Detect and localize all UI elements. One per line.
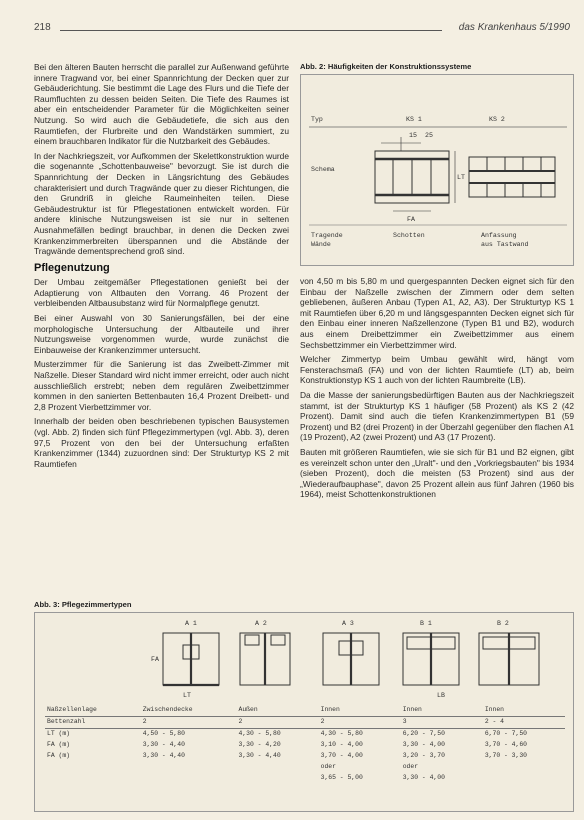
dim-b: 25 [425, 132, 433, 139]
plan-a2 [240, 633, 290, 685]
figure-2-frame [300, 74, 574, 266]
plan-a1 [163, 633, 219, 685]
plan-b2 [479, 633, 539, 685]
type-label: B 1 [420, 620, 432, 627]
label-schema: Schema [311, 166, 335, 173]
ks2-plan [469, 157, 555, 197]
table-cell: Naßzellenlage [45, 705, 141, 717]
left-column [34, 62, 289, 473]
journal-title: das Krankenhaus 5/1990 [458, 22, 570, 33]
plan-b1 [403, 633, 459, 685]
table-cell: FA (m) [47, 752, 71, 759]
paragraph: Bauten mit größeren Raumtiefen, wie sie sich für B1 und B2 eignen, gibt es vereinzelt schon unter den „Uralt"- und den „Vorkriegsbauten" bis 1934 (sieben Prozent), doch die meisten (53 Prozent) sind aus der „Wiederaufbauphase", davon 25 Prozent allein aus fünf Jahren (1960 bis 1964), meist Schottenkonstruktionen [300, 446, 574, 500]
table-row [45, 762, 565, 773]
label-schotten: Schotten [393, 232, 425, 239]
table-cell: 3,70 - 3,30 [484, 752, 528, 759]
label-waende: Wände [311, 241, 331, 248]
table-cell: 3,70 - 4,60 [484, 741, 528, 748]
paragraph: Der Umbau zeitgemäßer Pflegestationen genießt bei der Adaptierung von Altbauten den Vorrang. 46 Prozent der verbleibenden Altbausubstanz wird für Normalpflege genutzt. [34, 277, 289, 309]
table-cell: 2 [141, 717, 237, 729]
table-cell: 4,50 - 5,80 [142, 730, 185, 737]
table-cell: Bettenzahl [45, 717, 141, 729]
table-cell: 3,30 - 4,00 [402, 774, 445, 781]
ks1-plan [375, 137, 455, 211]
table-cell [483, 762, 565, 773]
table-cell: Innen [483, 705, 565, 717]
table-row [45, 773, 565, 784]
section-heading: Pflegenutzung [34, 261, 110, 274]
dim-lt: LT [457, 174, 465, 181]
table-cell: 3,30 - 4,40 [142, 752, 185, 759]
table-cell: 4,30 - 5,80 [320, 730, 363, 737]
paragraph: Bei den älteren Bauten herrscht die parallel zur Außenwand geführte innere Tragwand vor, bei einer Spannrichtung der Decken quer zur Gebäuderichtung. Sie bestimmt die Lage des Flurs und die Tiefe der Raumfluchten zu dessen beiden Seiten. Die Tiefe des Raumes ist aber ein entscheidender Parameter für die Möglichkeiten seiner Nutzung. So wird auch die Gebäudetiefe, die sich aus den Raumtiefen, der Flurbreite und den Wandstärken summiert, zu einem brauchbaren Indikator für die Nutzbarkeit des Gebäudes. [34, 62, 289, 147]
dim-a: 15 [409, 132, 417, 139]
figure-2 [300, 62, 574, 268]
table-cell [483, 773, 565, 784]
table-cell: 3,10 - 4,00 [320, 741, 363, 748]
table-cell: 3,70 - 4,00 [320, 752, 363, 759]
figure-3-caption: Abb. 3: Pflegezimmertypen [34, 600, 132, 609]
table-row [45, 717, 565, 729]
table-cell [141, 773, 237, 784]
paragraph: Bei einer Auswahl von 30 Sanierungsfällen, bei der eine morphologische Untersuchung der Altbauteile und ihrer Nutzungsweise vorgenommen wurde, wurde zunächst die Einbauweise der Krankenzimmer untersucht. [34, 313, 289, 355]
right-column [300, 276, 574, 504]
label-anfassung: Anfassung [481, 232, 517, 239]
type-label: A 2 [255, 620, 267, 627]
figure-3-frame [34, 612, 574, 812]
header-rule [60, 30, 442, 31]
table-cell: oder [320, 763, 336, 770]
table-cell: FA (m) [47, 741, 71, 748]
paragraph: von 4,50 m bis 5,80 m und quergespannten Decken eignet sich für den Einbau der Naßzelle zwischen der Zimmern oder dem selten gebliebenen, äußeren Anbau (Typen A1, A2, A3). Der Strukturtyp KS 1 mit Raumtiefen über 6,20 m und längsgespannten Decken eignet sich für den Einbau einer inneren Naßzellenzone (Typen B1 und B2), wodurch aus einem Dreibettzimmer ein Zweibettzimmer aus einem Sechsbettzimmer ein Vierbettzimmer wird. [300, 276, 574, 350]
table-cell: 6,70 - 7,50 [484, 730, 528, 737]
table-row [45, 705, 565, 717]
figure-2-caption: Abb. 2: Häufigkeiten der Konstruktionssysteme [300, 62, 472, 71]
plan-a3 [323, 633, 379, 685]
table-row [45, 729, 565, 741]
dim-fa: FA [151, 656, 159, 663]
table-cell: 2 [237, 717, 319, 729]
table-cell [237, 762, 319, 773]
label-typ: Typ [311, 116, 323, 123]
table-cell [237, 773, 319, 784]
label-ks1: KS 1 [406, 116, 422, 123]
page-header [34, 22, 570, 36]
table-cell [45, 762, 141, 773]
table-cell: 3,30 - 4,00 [402, 741, 445, 748]
table-cell: 3,30 - 4,40 [238, 752, 281, 759]
table-cell: Innen [319, 705, 401, 717]
table-cell: 3,30 - 4,20 [238, 741, 281, 748]
structure-schema-diagram [301, 75, 573, 265]
table-cell: 3,20 - 3,70 [402, 752, 445, 759]
room-type-table [45, 705, 565, 784]
table-cell: 4,30 - 5,80 [238, 730, 281, 737]
type-label: B 2 [497, 620, 509, 627]
label-tastwand: aus Tastwand [481, 241, 529, 248]
figure-3 [34, 600, 574, 814]
table-cell: 3,30 - 4,40 [142, 741, 185, 748]
table-row [45, 751, 565, 762]
label-tragende: Tragende [311, 232, 343, 239]
table-cell: 2 [319, 717, 401, 729]
dim-fa: FA [407, 216, 415, 223]
table-cell: Zwischendecke [141, 705, 237, 717]
table-cell: oder [402, 763, 419, 770]
table-cell: 3,65 - 5,00 [320, 774, 363, 781]
table-cell: LT (m) [47, 730, 71, 737]
label-ks2: KS 2 [489, 116, 505, 123]
table-cell: 6,20 - 7,50 [402, 730, 445, 737]
paragraph: In der Nachkriegszeit, vor Aufkommen der Skelettkonstruktion wurde die sogenannte „Schottenbauweise" bevorzugt. Sie ist durch die Spannrichtung der Decken in Längsrichtung des Gebäudes charakterisiert und durch Tragwände quer zu dieser Richtungen, die den Grundriß in gleiche Raumeinheiten teilen. Diese Gebäudestruktur ist für Pflegestationen entwickelt worden. Für andere klinische Nutzungsweisen ist sie nur in seltenen Ausnahmefällen bedingt brauchbar, in denen die Decken zwei Krankenzimmerbreiten überspannen und die Abstände der Tragwände dementsprechend groß sind. [34, 150, 289, 257]
table-row [45, 740, 565, 751]
dim-lt: LT [183, 692, 191, 699]
type-label: A 3 [342, 620, 354, 627]
paragraph: Da die Masse der sanierungsbedürftigen Bauten aus der Nachkriegszeit stammt, ist der Strukturtyp KS 1 häufiger (58 Prozent) als KS 2 (42 Prozent). Damit sind auch die tiefen Krankenzimmertypen B1 (59 Prozent) und B2 (drei Prozent) in der Überzahl gegenüber den flachen A1 (19 Prozent), A2 (zwei Prozent) und A3 (17 Prozent). [300, 389, 574, 443]
room-type-plans [35, 613, 573, 705]
table-cell: 3 [401, 717, 483, 729]
table-cell: Außen [237, 705, 319, 717]
type-label: A 1 [185, 620, 197, 627]
dim-lb: LB [437, 692, 445, 699]
table-cell: Innen [401, 705, 483, 717]
table-cell [45, 773, 141, 784]
page-number: 218 [34, 22, 51, 33]
table-cell: 2 - 4 [483, 717, 565, 729]
table-cell [141, 762, 237, 773]
paragraph: Musterzimmer für die Sanierung ist das Zweibett-Zimmer mit Naßzelle. Dieser Standard wird nicht immer erreicht, oder auch nicht ausschließlich erstrebt; neben dem regulären Zweibettzimmer kommen in den sanierten Bettenbauten 16,4 Prozent Dreibett- und 2,8 Prozent Vierbettzimmer vor. [34, 359, 289, 412]
paragraph: Welcher Zimmertyp beim Umbau gewählt wird, hängt vom Fensterachsmaß (FA) und von der lichten Raumtiefe (LT) ab, beim Konstruktionstyp KS 1 auch von der lichten Raumbreite (LB). [300, 354, 574, 386]
paragraph: Innerhalb der beiden oben beschriebenen typischen Bausystemen (vgl. Abb. 2) finden sich fünf Pflegezimmertypen (vgl. Abb. 3), deren 97,5 Prozent von den bei der Untersuchung erfaßten Krankenzimmer (1344) zuzuordnen sind: Der Strukturtyp KS 2 mit Raumtiefen [34, 416, 289, 469]
